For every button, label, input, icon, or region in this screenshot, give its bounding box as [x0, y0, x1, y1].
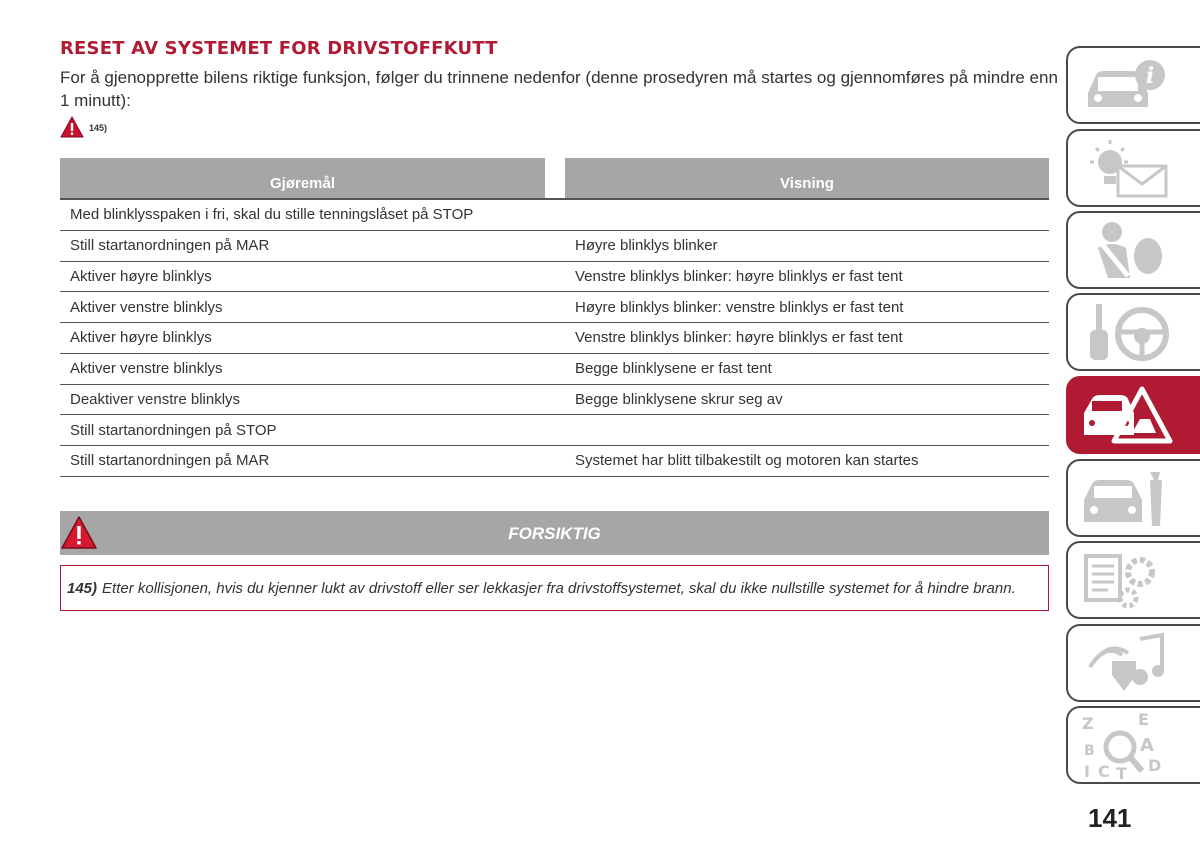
table-row	[60, 385, 1049, 416]
index-letter: Z	[1082, 714, 1094, 733]
table-row	[60, 446, 1049, 477]
caution-title: FORSIKTIG	[508, 524, 601, 543]
car-info-icon	[1078, 53, 1178, 119]
action-cell: Aktiver høyre blinklys	[70, 267, 212, 285]
display-cell: Begge blinklysene er fast tent	[575, 360, 772, 378]
display-cell: Venstre blinklys blinker: høyre blinklys er fast tent	[575, 267, 903, 285]
display-cell: Høyre blinklys blinker: venstre blinklys er fast tent	[575, 298, 904, 316]
tab-multimedia[interactable]	[1066, 624, 1200, 702]
procedure-table	[60, 158, 1049, 477]
caution-note-text: Etter kollisjonen, hvis du kjenner lukt av drivstoff eller ser lekkasjer fra drivstoffsystemet, skal du ikke nullstille systemet for å hindre brann.	[102, 579, 1016, 597]
table-row	[60, 415, 1049, 446]
alphabetical-index-icon	[1078, 713, 1178, 779]
warning-triangle-icon	[60, 116, 84, 138]
display-cell: Systemet har blitt tilbakestilt og motoren kan startes	[575, 452, 919, 470]
index-letter: C	[1098, 762, 1110, 779]
index-letter: D	[1148, 756, 1162, 775]
multimedia-music-icon	[1078, 631, 1178, 697]
tab-starting-driving[interactable]	[1066, 293, 1200, 371]
table-row	[60, 323, 1049, 354]
table-row	[60, 354, 1049, 385]
tab-technical-data[interactable]	[1066, 541, 1200, 619]
svg-text:i: i	[1145, 63, 1155, 89]
page-number: 141	[1088, 803, 1132, 833]
action-cell: Still startanordningen på STOP	[70, 421, 277, 439]
section-heading: RESET AV SYSTEMET FOR DRIVSTOFFKUTT	[60, 38, 498, 59]
action-cell: Still startanordningen på MAR	[70, 452, 270, 470]
tab-maintenance[interactable]	[1066, 459, 1200, 537]
key-steering-wheel-icon	[1078, 300, 1178, 366]
action-cell: Still startanordningen på MAR	[70, 237, 270, 255]
caution-note	[60, 565, 1049, 611]
warning-reference: 145)	[89, 123, 108, 133]
index-letter: B	[1084, 743, 1095, 759]
seatbelt-airbag-icon	[1078, 218, 1178, 284]
table-header	[60, 158, 1049, 200]
action-cell: Aktiver venstre blinklys	[70, 360, 223, 378]
tab-lights-and-mail[interactable]	[1066, 129, 1200, 207]
tab-safety[interactable]	[1066, 211, 1200, 289]
table-row	[60, 231, 1049, 262]
display-cell: Høyre blinklys blinker	[575, 237, 718, 255]
table-row	[60, 262, 1049, 293]
index-letter: I	[1084, 762, 1090, 779]
intro-paragraph: For å gjenopprette bilens riktige funksjon, følger du trinnene nedenfor (denne prosedyren må startes og gjennomføres på mindre enn 1 minutt):	[60, 68, 1058, 110]
car-emergency-warning-icon	[1078, 383, 1178, 449]
lights-and-mail-icon	[1078, 136, 1178, 202]
caution-header	[60, 511, 1049, 555]
index-letter: T	[1116, 764, 1127, 779]
action-cell: Aktiver høyre blinklys	[70, 329, 212, 347]
display-cell: Begge blinklysene skrur seg av	[575, 390, 783, 408]
specs-gears-icon	[1078, 548, 1178, 614]
tab-car-info[interactable]	[1066, 46, 1200, 124]
column-header-action: Gjøremål	[60, 158, 545, 198]
action-cell: Aktiver venstre blinklys	[70, 298, 223, 316]
action-cell: Med blinklysspaken i fri, skal du stille tenningslåset på STOP	[70, 206, 474, 224]
caution-note-number: 145)	[67, 579, 98, 597]
index-letter: E	[1138, 713, 1149, 729]
tab-index[interactable]	[1066, 706, 1200, 784]
action-cell: Deaktiver venstre blinklys	[70, 390, 241, 408]
car-maintenance-wrench-icon	[1078, 466, 1178, 532]
table-row	[60, 292, 1049, 323]
column-header-display: Visning	[565, 158, 1049, 198]
index-letter: A	[1140, 735, 1154, 756]
table-row	[60, 200, 1049, 231]
display-cell: Venstre blinklys blinker: høyre blinklys er fast tent	[575, 329, 903, 347]
tab-emergency[interactable]	[1066, 376, 1200, 454]
